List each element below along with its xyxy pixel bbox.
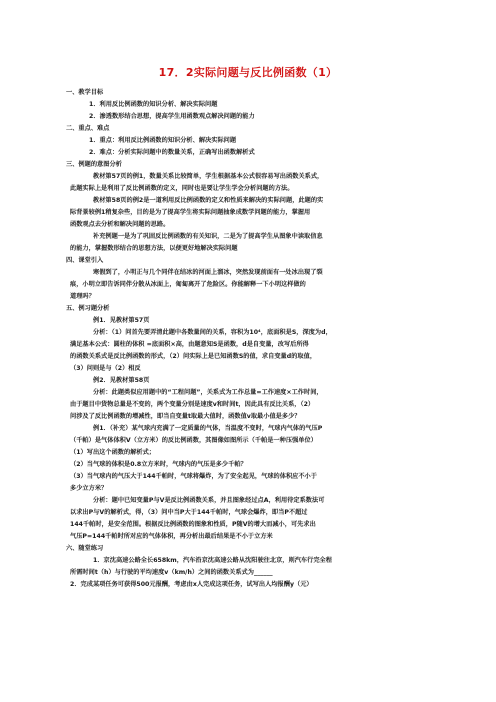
example-heading: 例1．（补充）某气球内充满了一定质量的气体，当温度不变时，气球内气体的气压P bbox=[93, 425, 323, 432]
exercise-item: 2．完成某项任务可获得500元报酬，考虑由x人完成这项任务，试写出人均报酬y（元） bbox=[70, 581, 313, 588]
section-heading-examples: 五、例习题分析 bbox=[66, 305, 110, 312]
paragraph-line: 此题实际上是利用了反比例函数的定义，同时也是要让学生学会分析问题的方法。 bbox=[70, 185, 294, 192]
paragraph-line: 问涉及了反比例函数的增减性，即当自变量t取最大值时，函数值v取最小值是多少？ bbox=[70, 413, 301, 420]
paragraph-line: 分析：此题类似应用题中的“工程问题”，关系式为工作总量=工作速度×工作时间， bbox=[93, 389, 323, 396]
objective-item: 1．利用反比例函数的知识分析、解决实际问题 bbox=[89, 101, 218, 108]
page-title: 17．2实际问题与反比例函数（1） bbox=[158, 66, 338, 79]
objective-item: 2．渗透数形结合思想，提高学生用函数观点解决问题的能力 bbox=[89, 113, 255, 120]
key-point-item: 1．重点：利用反比例函数的知识分析、解决实际问题 bbox=[89, 137, 237, 144]
exercise-item-continued: 所需时间t（h）与行驶的平均速度v（km/h）之间的函数关系式为______ bbox=[70, 569, 273, 576]
paragraph-line: 际背景较例1稍复杂些，目的是为了提高学生将实际问题抽象成数学问题的能力，掌握用 bbox=[70, 209, 311, 216]
section-heading-objectives: 一、教学目标 bbox=[66, 89, 104, 96]
section-heading-practice: 六、随堂练习 bbox=[66, 545, 104, 552]
section-heading-intro: 四、课堂引入 bbox=[66, 257, 104, 264]
paragraph-line: 教材第58页的例2是一道利用反比例函数的定义和性质来解决的实际问题，此题的实 bbox=[93, 197, 324, 204]
section-heading-key-points: 二、重点、难点 bbox=[66, 125, 110, 132]
example-heading: 例2．见教材第58页 bbox=[93, 377, 150, 384]
paragraph-line: 痕，小明立即告诉同伴分散从冰面上，匍匐离开了危险区。你能解释一下小明这样做的 bbox=[70, 281, 306, 288]
example-heading: 例1．见教材第57页 bbox=[93, 317, 150, 324]
paragraph-line: 的函数关系式是反比例函数的形式，（2）问实际上是已知函数S的值，求自变量d的取值， bbox=[70, 353, 317, 360]
paragraph-line: 满足基本公式：圆柱的体积 =底面积×高，由题意知S是函数，d是自变量，改写后所得 bbox=[70, 341, 309, 348]
section-heading-intent: 三、例题的意图分析 bbox=[66, 161, 122, 168]
paragraph-line: 144千帕时，是安全范围。根据反比例函数的图象和性质，P随V的增大而减小，可先求出 bbox=[70, 521, 316, 528]
paragraph-line: （2）当气球的体积是0.8立方米时，气球内的气压是多少千帕？ bbox=[70, 461, 247, 468]
paragraph-line: 多少立方米？ bbox=[70, 485, 108, 492]
paragraph-line: 的能力，掌握数形结合的思想方法，以便更好地解决实际问题 bbox=[70, 245, 238, 252]
paragraph-line: 以求出P与V的解析式，得，（3）问中当P大于144千帕时，气球会爆炸，即当P不超过 bbox=[70, 509, 308, 516]
paragraph-line: 道理吗？ bbox=[70, 293, 95, 300]
paragraph-line: 由于题目中货物总量是不变的，两个变量分别是速度v和时间t，因此具有反比关系，（2） bbox=[70, 401, 315, 408]
paragraph-line: （3）当气球内的气压大于144千帕时，气球将爆炸，为了安全起见，气球的体积应不小于 bbox=[70, 473, 317, 480]
key-point-item: 2．难点：分析实际问题中的数量关系，正确写出函数解析式 bbox=[89, 149, 255, 156]
paragraph-line: 补充例题一是为了巩固反比例函数的有关知识，二是为了提高学生从图象中读取信息 bbox=[93, 233, 323, 240]
paragraph-line: （3）问则是与（2）相反 bbox=[70, 365, 141, 372]
exercise-item: 1．京沈高速公路全长658km，汽车沿京沈高速公路从沈阳驶往北京，则汽车行完全程 bbox=[93, 557, 332, 564]
paragraph-line: 分析：（1）问首先要弄清此题中各数量间的关系，容积为10⁴，底面积是S，深度为d， bbox=[93, 329, 332, 336]
paragraph-line: 气压P=144千帕时所对应的气体体积，再分析出最后结果是不小于立方米 bbox=[70, 533, 273, 540]
paragraph-line: （1）写出这个函数的解析式； bbox=[70, 449, 156, 456]
paragraph-line: 寒假到了，小明正与几个同伴在结冰的河面上溜冰，突然发现前面有一处冰出现了裂 bbox=[93, 269, 323, 276]
paragraph-line: （千帕）是气体体积V（立方米）的反比例函数，其图像如图所示（千帕是一种压强单位） bbox=[70, 437, 317, 444]
paragraph-line: 函数观点去分析和解决问题的思路。 bbox=[70, 221, 170, 228]
paragraph-line: 分析：题中已知变量P与V是反比例函数关系，并且图象经过点A，利用待定系数法可 bbox=[93, 497, 325, 504]
paragraph-line: 教材第57页的例1，数量关系比较简单，学生根据基本公式很容易写出函数关系式， bbox=[93, 173, 324, 180]
